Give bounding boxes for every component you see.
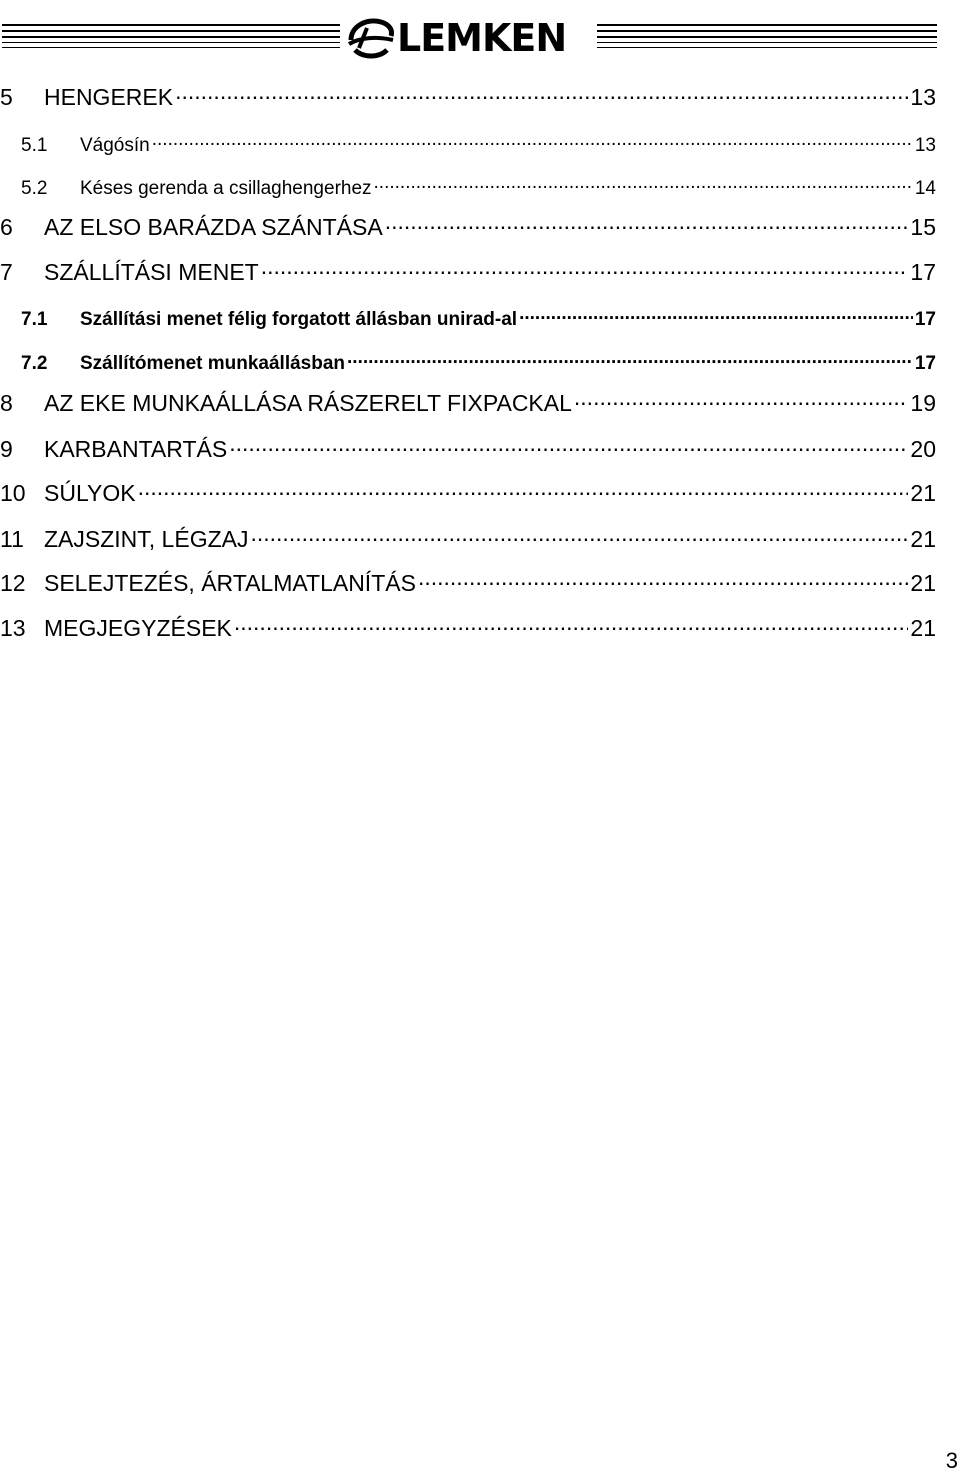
toc-entry[interactable]	[0, 175, 936, 209]
toc-dot-leader	[519, 306, 913, 325]
toc-entry-number: 12	[0, 570, 26, 596]
toc-entry-page: 17	[914, 309, 936, 330]
toc-entry-page: 21	[910, 570, 936, 596]
brand-name: LEMKEN	[397, 16, 567, 60]
toc-entry-title: MEGJEGYZÉSEK	[44, 615, 232, 641]
toc-entry[interactable]	[0, 568, 936, 602]
toc-entry-title: SÚLYOK	[44, 480, 136, 506]
lemken-emblem-icon	[345, 14, 397, 62]
toc-entry-title: ZAJSZINT, LÉGZAJ	[44, 526, 249, 552]
toc-entry[interactable]	[0, 524, 936, 558]
toc-entry-number: 7	[0, 259, 13, 285]
toc-entry-page: 14	[914, 178, 936, 199]
toc-dot-leader	[175, 82, 908, 105]
toc-entry-title: AZ EKE MUNKAÁLLÁSA RÁSZERELT FIXPACKAL	[44, 390, 572, 416]
toc-entry-page: 17	[914, 353, 936, 374]
toc-entry-title: Szállítási menet félig forgatott állásban unirad-al	[80, 309, 518, 330]
toc-entry[interactable]	[0, 257, 936, 291]
toc-dot-leader	[374, 175, 913, 194]
toc-entry-number: 7.2	[21, 353, 48, 374]
toc-entry-page: 21	[910, 480, 936, 506]
toc-entry-page: 15	[910, 214, 936, 240]
page-number: 3	[945, 1448, 958, 1473]
toc-entry-page: 21	[910, 526, 936, 552]
toc-entry-number: 5.2	[21, 178, 48, 199]
toc-dot-leader	[138, 478, 909, 501]
toc-dot-leader	[574, 388, 909, 411]
header-rule-left	[2, 22, 340, 52]
toc-dot-leader	[152, 132, 913, 151]
toc-entry-number: 9	[0, 436, 13, 462]
toc-entry-page: 20	[910, 436, 936, 462]
toc-entry-title: AZ ELSO BARÁZDA SZÁNTÁSA	[44, 214, 383, 240]
toc-dot-leader	[250, 524, 908, 547]
toc-entry-title: SZÁLLÍTÁSI MENET	[44, 259, 259, 285]
toc-entry-title: SELEJTEZÉS, ÁRTALMATLANÍTÁS	[44, 570, 416, 596]
page-header	[0, 14, 960, 64]
toc-entry-number: 6	[0, 214, 13, 240]
toc-entry-page: 13	[914, 135, 936, 156]
toc-entry-number: 13	[0, 615, 26, 641]
toc-dot-leader	[234, 613, 909, 636]
toc-entry[interactable]	[0, 478, 936, 512]
lemken-logo	[345, 14, 595, 64]
toc-entry[interactable]	[0, 434, 936, 468]
toc-entry-number: 5.1	[21, 135, 48, 156]
toc-entry-title: KARBANTARTÁS	[44, 436, 228, 462]
toc-dot-leader	[229, 434, 908, 457]
toc-entry[interactable]	[0, 306, 936, 340]
toc-entry[interactable]	[0, 350, 936, 384]
toc-dot-leader	[261, 257, 909, 280]
toc-entry[interactable]	[0, 613, 936, 647]
toc-entry-page: 21	[910, 615, 936, 641]
header-rule-right	[597, 22, 937, 52]
toc-entry-number: 10	[0, 480, 26, 506]
toc-entry-number: 11	[0, 526, 24, 552]
toc-dot-leader	[418, 568, 908, 591]
toc-entry-title: Szállítómenet munkaállásban	[80, 353, 346, 374]
toc-entry[interactable]	[0, 132, 936, 166]
toc-entry-title: Vágósín	[80, 135, 150, 156]
toc-entry-page: 17	[910, 259, 936, 285]
toc-entry-page: 13	[910, 84, 936, 110]
toc-dot-leader	[385, 212, 909, 235]
toc-entry[interactable]	[0, 388, 936, 422]
toc-dot-leader	[347, 350, 913, 369]
toc-entry-page: 19	[910, 390, 936, 416]
toc-entry[interactable]	[0, 82, 936, 116]
toc-entry-number: 5	[0, 84, 13, 110]
toc-entry[interactable]	[0, 212, 936, 246]
toc-entry-title: HENGEREK	[44, 84, 174, 110]
toc-entry-title: Késes gerenda a csillaghengerhez	[80, 178, 372, 199]
toc-entry-number: 7.1	[21, 309, 48, 330]
toc-entry-number: 8	[0, 390, 13, 416]
